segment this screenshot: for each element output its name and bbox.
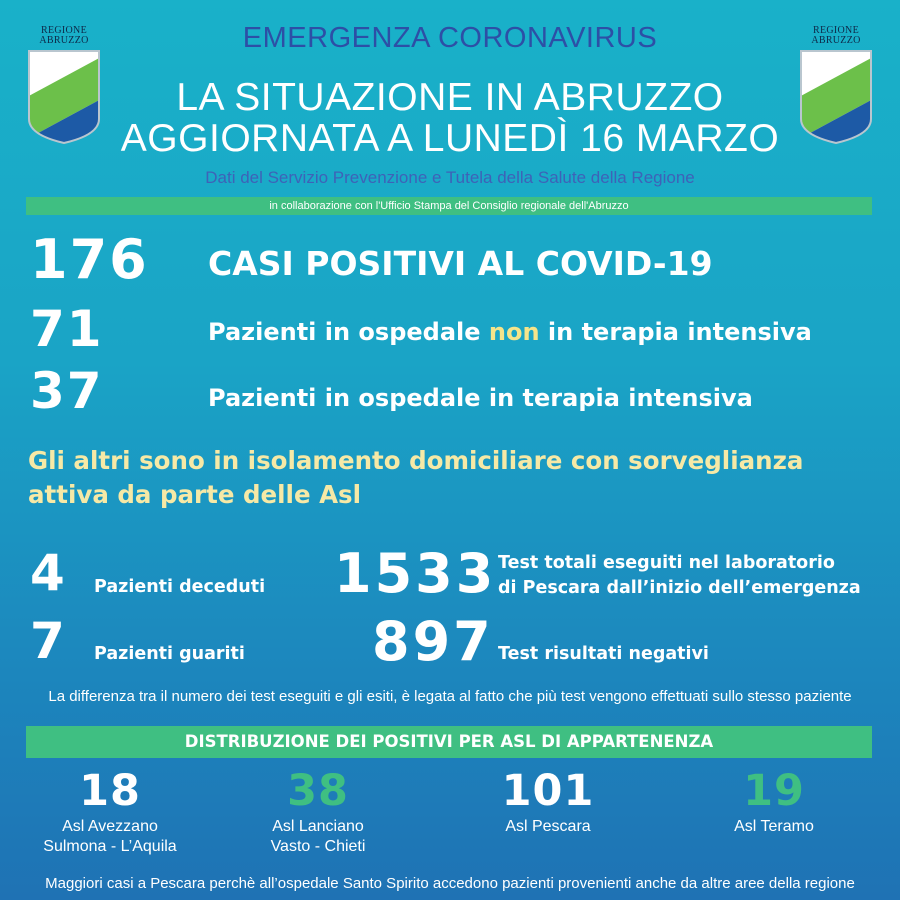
isolation-line1: Gli altri sono in isolamento domiciliare con sorveglianza — [28, 446, 804, 475]
asl-item — [684, 765, 864, 837]
recovered-count: 7 — [30, 612, 67, 670]
tests-total-label-line2: di Pescara dall’inizio dell’emergenza — [498, 578, 861, 598]
asl-item — [458, 765, 638, 837]
tests-negative-label: Test risultati negativi — [498, 644, 709, 664]
emergency-title: EMERGENZA CORONAVIRUS — [242, 22, 658, 54]
asl-name-line1: Asl Avezzano — [62, 818, 158, 835]
asl-item — [20, 765, 200, 857]
hospital-non-icu-label — [208, 318, 812, 346]
deceased-count: 4 — [30, 544, 67, 602]
tests-note: La differenza tra il numero dei test eseguiti e gli esiti, è legata al fatto che più test vengono effettuati sullo stesso paziente — [48, 688, 852, 705]
crest-label-line1: REGIONE — [813, 25, 859, 36]
crest-label-line2: ABRUZZO — [39, 35, 89, 46]
page-title-line2: AGGIORNATA A LUNEDÌ 16 MARZO — [120, 117, 780, 160]
crest-label-line1: REGIONE — [41, 25, 87, 36]
isolation-line2: attiva da parte delle Asl — [28, 480, 362, 509]
tests-negative-count: 897 — [372, 610, 494, 673]
asl-name-line1: Asl Lanciano — [272, 818, 364, 835]
asl-name-line2: Vasto - Chieti — [270, 838, 366, 855]
hospital-non-icu-count: 71 — [30, 300, 104, 358]
icu-label: Pazienti in ospedale in terapia intensiva — [208, 384, 753, 412]
asl-name-line1: Asl Pescara — [505, 818, 591, 835]
asl-name-line2: Sulmona - L’Aquila — [43, 838, 177, 855]
positive-label: CASI POSITIVI AL COVID-19 — [208, 244, 713, 283]
asl-count: 19 — [743, 766, 805, 816]
label-highlight: non — [488, 318, 540, 346]
page-title-line1: LA SITUAZIONE IN ABRUZZO — [176, 76, 724, 119]
icu-count: 37 — [30, 362, 104, 420]
recovered-label: Pazienti guariti — [94, 644, 245, 664]
collaboration-banner: in collaborazione con l'Ufficio Stampa del Consiglio regionale dell'Abruzzo — [26, 197, 872, 215]
crest-label-line2: ABRUZZO — [811, 35, 861, 46]
asl-count: 101 — [501, 766, 595, 816]
distribution-title: DISTRIBUZIONE DEI POSITIVI PER ASL DI APPARTENENZA — [26, 726, 872, 758]
positive-count: 176 — [30, 228, 149, 291]
tests-total-label-line1: Test totali eseguiti nel laboratorio — [498, 553, 835, 573]
label-text: Pazienti in ospedale — [208, 318, 489, 346]
asl-count: 38 — [287, 766, 349, 816]
label-text: in terapia intensiva — [539, 318, 812, 346]
asl-item — [228, 765, 408, 857]
deceased-label: Pazienti deceduti — [94, 577, 266, 597]
source-subtitle: Dati del Servizio Prevenzione e Tutela della Salute della Regione — [205, 168, 695, 187]
asl-count: 18 — [79, 766, 141, 816]
asl-name-line1: Asl Teramo — [734, 818, 814, 835]
footer-note: Maggiori casi a Pescara perchè all’ospedale Santo Spirito accedono pazienti provenienti anche da altre aree della regione — [45, 875, 855, 892]
tests-total-label — [498, 551, 861, 601]
tests-total-count: 1533 — [334, 542, 497, 605]
